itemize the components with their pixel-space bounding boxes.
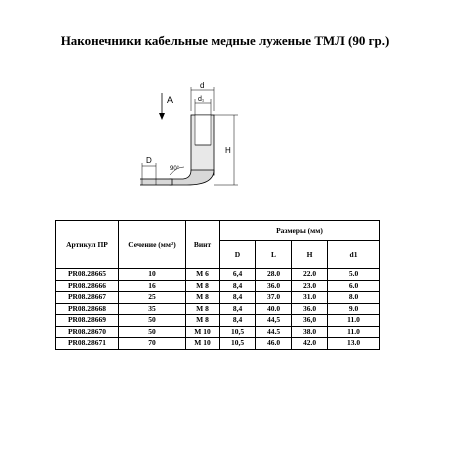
cell-screw: M 6 [186, 269, 220, 281]
dimension-D-label: D [146, 156, 152, 165]
header-article: Артикул ПР [56, 221, 119, 269]
cell-L: 37.0 [256, 292, 292, 304]
cell-L: 36.0 [256, 280, 292, 292]
lug-barrel [191, 115, 214, 175]
lug-bend [170, 170, 214, 185]
dimension-d1-label: d₁ [198, 96, 205, 103]
cell-screw: M 10 [186, 338, 220, 350]
cell-article: PR08.28668 [56, 303, 119, 315]
header-L: L [256, 241, 292, 269]
lug-drawing-svg [140, 75, 310, 195]
cell-d1: 11.0 [328, 315, 380, 327]
header-d1: d1 [328, 241, 380, 269]
dimension-H-label: H [225, 146, 231, 155]
cell-L: 40.0 [256, 303, 292, 315]
angle-label: 90° [170, 166, 180, 172]
cell-D: 10,5 [220, 338, 256, 350]
table-row [56, 292, 380, 304]
dimension-d-label: d [200, 81, 205, 90]
cell-d1: 11.0 [328, 326, 380, 338]
cell-D: 10,5 [220, 326, 256, 338]
cell-section: 50 [119, 315, 186, 327]
cell-article: PR08.28671 [56, 338, 119, 350]
cell-d1: 5.0 [328, 269, 380, 281]
cell-screw: M 8 [186, 303, 220, 315]
cell-screw: M 10 [186, 326, 220, 338]
cell-d1: 9.0 [328, 303, 380, 315]
cell-article: PR08.28665 [56, 269, 119, 281]
cell-article: PR08.28670 [56, 326, 119, 338]
lug-technical-drawing [140, 75, 310, 195]
cell-section: 50 [119, 326, 186, 338]
lug-spec-table [55, 220, 380, 350]
cell-H: 36.0 [292, 303, 328, 315]
cell-H: 31.0 [292, 292, 328, 304]
lug-palm [140, 179, 172, 185]
cell-screw: M 8 [186, 292, 220, 304]
cell-screw: M 8 [186, 280, 220, 292]
cell-section: 16 [119, 280, 186, 292]
table-row [56, 338, 380, 350]
cell-D: 8,4 [220, 303, 256, 315]
cell-article: PR08.28667 [56, 292, 119, 304]
cell-d1: 8.0 [328, 292, 380, 304]
table-row [56, 269, 380, 281]
table-row [56, 326, 380, 338]
table-row [56, 280, 380, 292]
header-dimensions: Размеры (мм) [220, 221, 380, 241]
view-arrow-icon [159, 93, 165, 120]
table-row [56, 315, 380, 327]
cell-D: 8,4 [220, 315, 256, 327]
cell-d1: 13.0 [328, 338, 380, 350]
cell-L: 28.0 [256, 269, 292, 281]
cell-L: 46.0 [256, 338, 292, 350]
cell-section: 25 [119, 292, 186, 304]
cell-article: PR08.28666 [56, 280, 119, 292]
cell-H: 36,0 [292, 315, 328, 327]
cell-section: 10 [119, 269, 186, 281]
cell-H: 23.0 [292, 280, 328, 292]
cell-L: 44,5 [256, 315, 292, 327]
cell-H: 22.0 [292, 269, 328, 281]
header-H: H [292, 241, 328, 269]
cell-d1: 6.0 [328, 280, 380, 292]
table-row [56, 303, 380, 315]
header-screw: Винт [186, 221, 220, 269]
cell-H: 38.0 [292, 326, 328, 338]
page-title: Наконечники кабельные медные луженые ТМЛ (90 гр.) [60, 33, 390, 48]
cell-D: 8,4 [220, 292, 256, 304]
cell-D: 6,4 [220, 269, 256, 281]
cell-section: 70 [119, 338, 186, 350]
cell-D: 8,4 [220, 280, 256, 292]
header-D: D [220, 241, 256, 269]
cell-L: 44.5 [256, 326, 292, 338]
cell-section: 35 [119, 303, 186, 315]
cell-H: 42.0 [292, 338, 328, 350]
cell-screw: M 8 [186, 315, 220, 327]
cell-article: PR08.28669 [56, 315, 119, 327]
header-section: Сечение (мм²) [119, 221, 186, 269]
view-arrow-label: A [167, 95, 174, 105]
